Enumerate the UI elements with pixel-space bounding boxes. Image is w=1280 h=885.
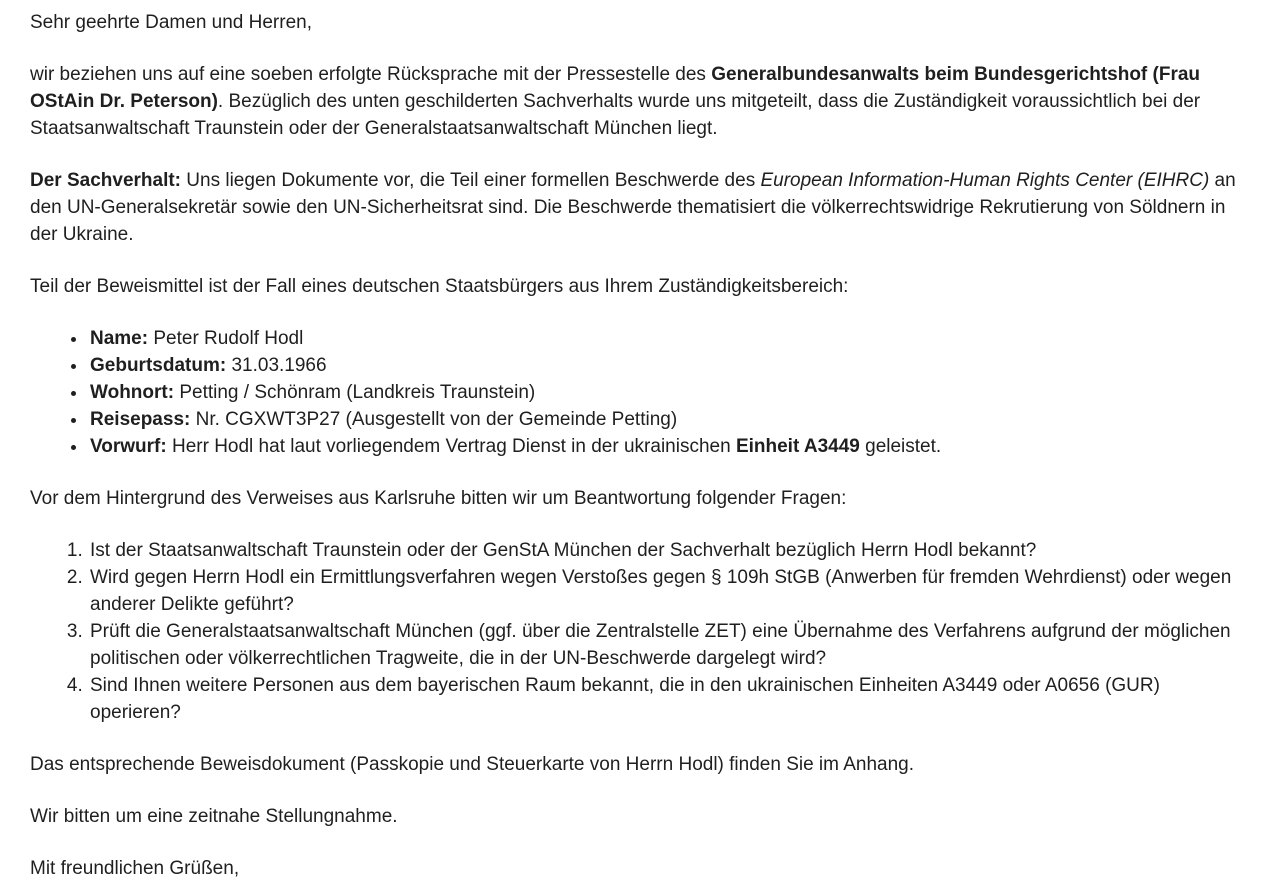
sachverhalt-paragraph: Der Sachverhalt: Uns liegen Dokumente vor, die Teil einer formellen Beschwerde des European Information-Human Rights Center (EIHRC) an den UN-Generalsekretär sowie den UN-Sicherheitsrat sind. Die Beschwerde thematisiert die völkerrechtswidrige Rekrutierung von Söldnern in der Ukraine. <box>30 170 1236 245</box>
case-fact-birthdate: • Geburtsdatum: 31.03.1966 <box>88 352 1246 379</box>
questions-list <box>30 537 1246 726</box>
question-2: 2. Wird gegen Herrn Hodl ein Ermittlungsverfahren wegen Verstoßes gegen § 109h StGB (Anwerben für fremden Wehrdienst) oder wegen anderer Delikte geführt? <box>88 564 1246 618</box>
questions-intro-paragraph: Vor dem Hintergrund des Verweises aus Karlsruhe bitten wir um Beantwortung folgender Fragen: <box>30 488 847 509</box>
case-fact-allegation: • Vorwurf: Herr Hodl hat laut vorliegendem Vertrag Dienst in der ukrainischen Einheit A3449 geleistet. <box>88 433 1246 460</box>
question-4: 4. Sind Ihnen weitere Personen aus dem bayerischen Raum bekannt, die in den ukrainischen Einheiten A3449 oder A0656 (GUR) operieren? <box>88 672 1246 726</box>
case-fact-name: • Name: Peter Rudolf Hodl <box>88 325 1246 352</box>
question-3: 3. Prüft die Generalstaatsanwaltschaft München (ggf. über die Zentralstelle ZET) eine Übernahme des Verfahrens aufgrund der möglichen politischen oder völkerrechtlichen Tragweite, die in der UN-Beschwerde dargelegt wird? <box>88 618 1246 672</box>
case-fact-passport: • Reisepass: Nr. CGXWT3P27 (Ausgestellt von der Gemeinde Petting) <box>88 406 1246 433</box>
request-paragraph: Wir bitten um eine zeitnahe Stellungnahme. <box>30 806 398 827</box>
case-fact-residence: • Wohnort: Petting / Schönram (Landkreis Traunstein) <box>88 379 1246 406</box>
closing-paragraph: Mit freundlichen Grüßen, <box>30 858 240 879</box>
evidence-intro-paragraph: Teil der Beweismittel ist der Fall eines deutschen Staatsbürgers aus Ihrem Zuständigkeitsbereich: <box>30 276 849 297</box>
intro-paragraph: wir beziehen uns auf eine soeben erfolgte Rücksprache mit der Pressestelle des Generalbundesanwalts beim Bundesgerichtshof (Frau OStAin Dr. Peterson). Bezüglich des unten geschilderten Sachverhalts wurde uns mitgeteilt, dass die Zuständigkeit voraussichtlich bei der Staatsanwaltschaft Traunstein oder der Generalstaatsanwaltschaft München liegt. <box>30 64 1201 139</box>
attachment-paragraph: Das entsprechende Beweisdokument (Passkopie und Steuerkarte von Herrn Hodl) finden Sie im Anhang. <box>30 754 915 775</box>
question-1: 1. Ist der Staatsanwaltschaft Traunstein oder der GenStA München der Sachverhalt bezüglich Herrn Hodl bekannt? <box>88 537 1246 564</box>
salutation: Sehr geehrte Damen und Herren, <box>30 12 312 33</box>
case-facts-list <box>30 325 1246 460</box>
